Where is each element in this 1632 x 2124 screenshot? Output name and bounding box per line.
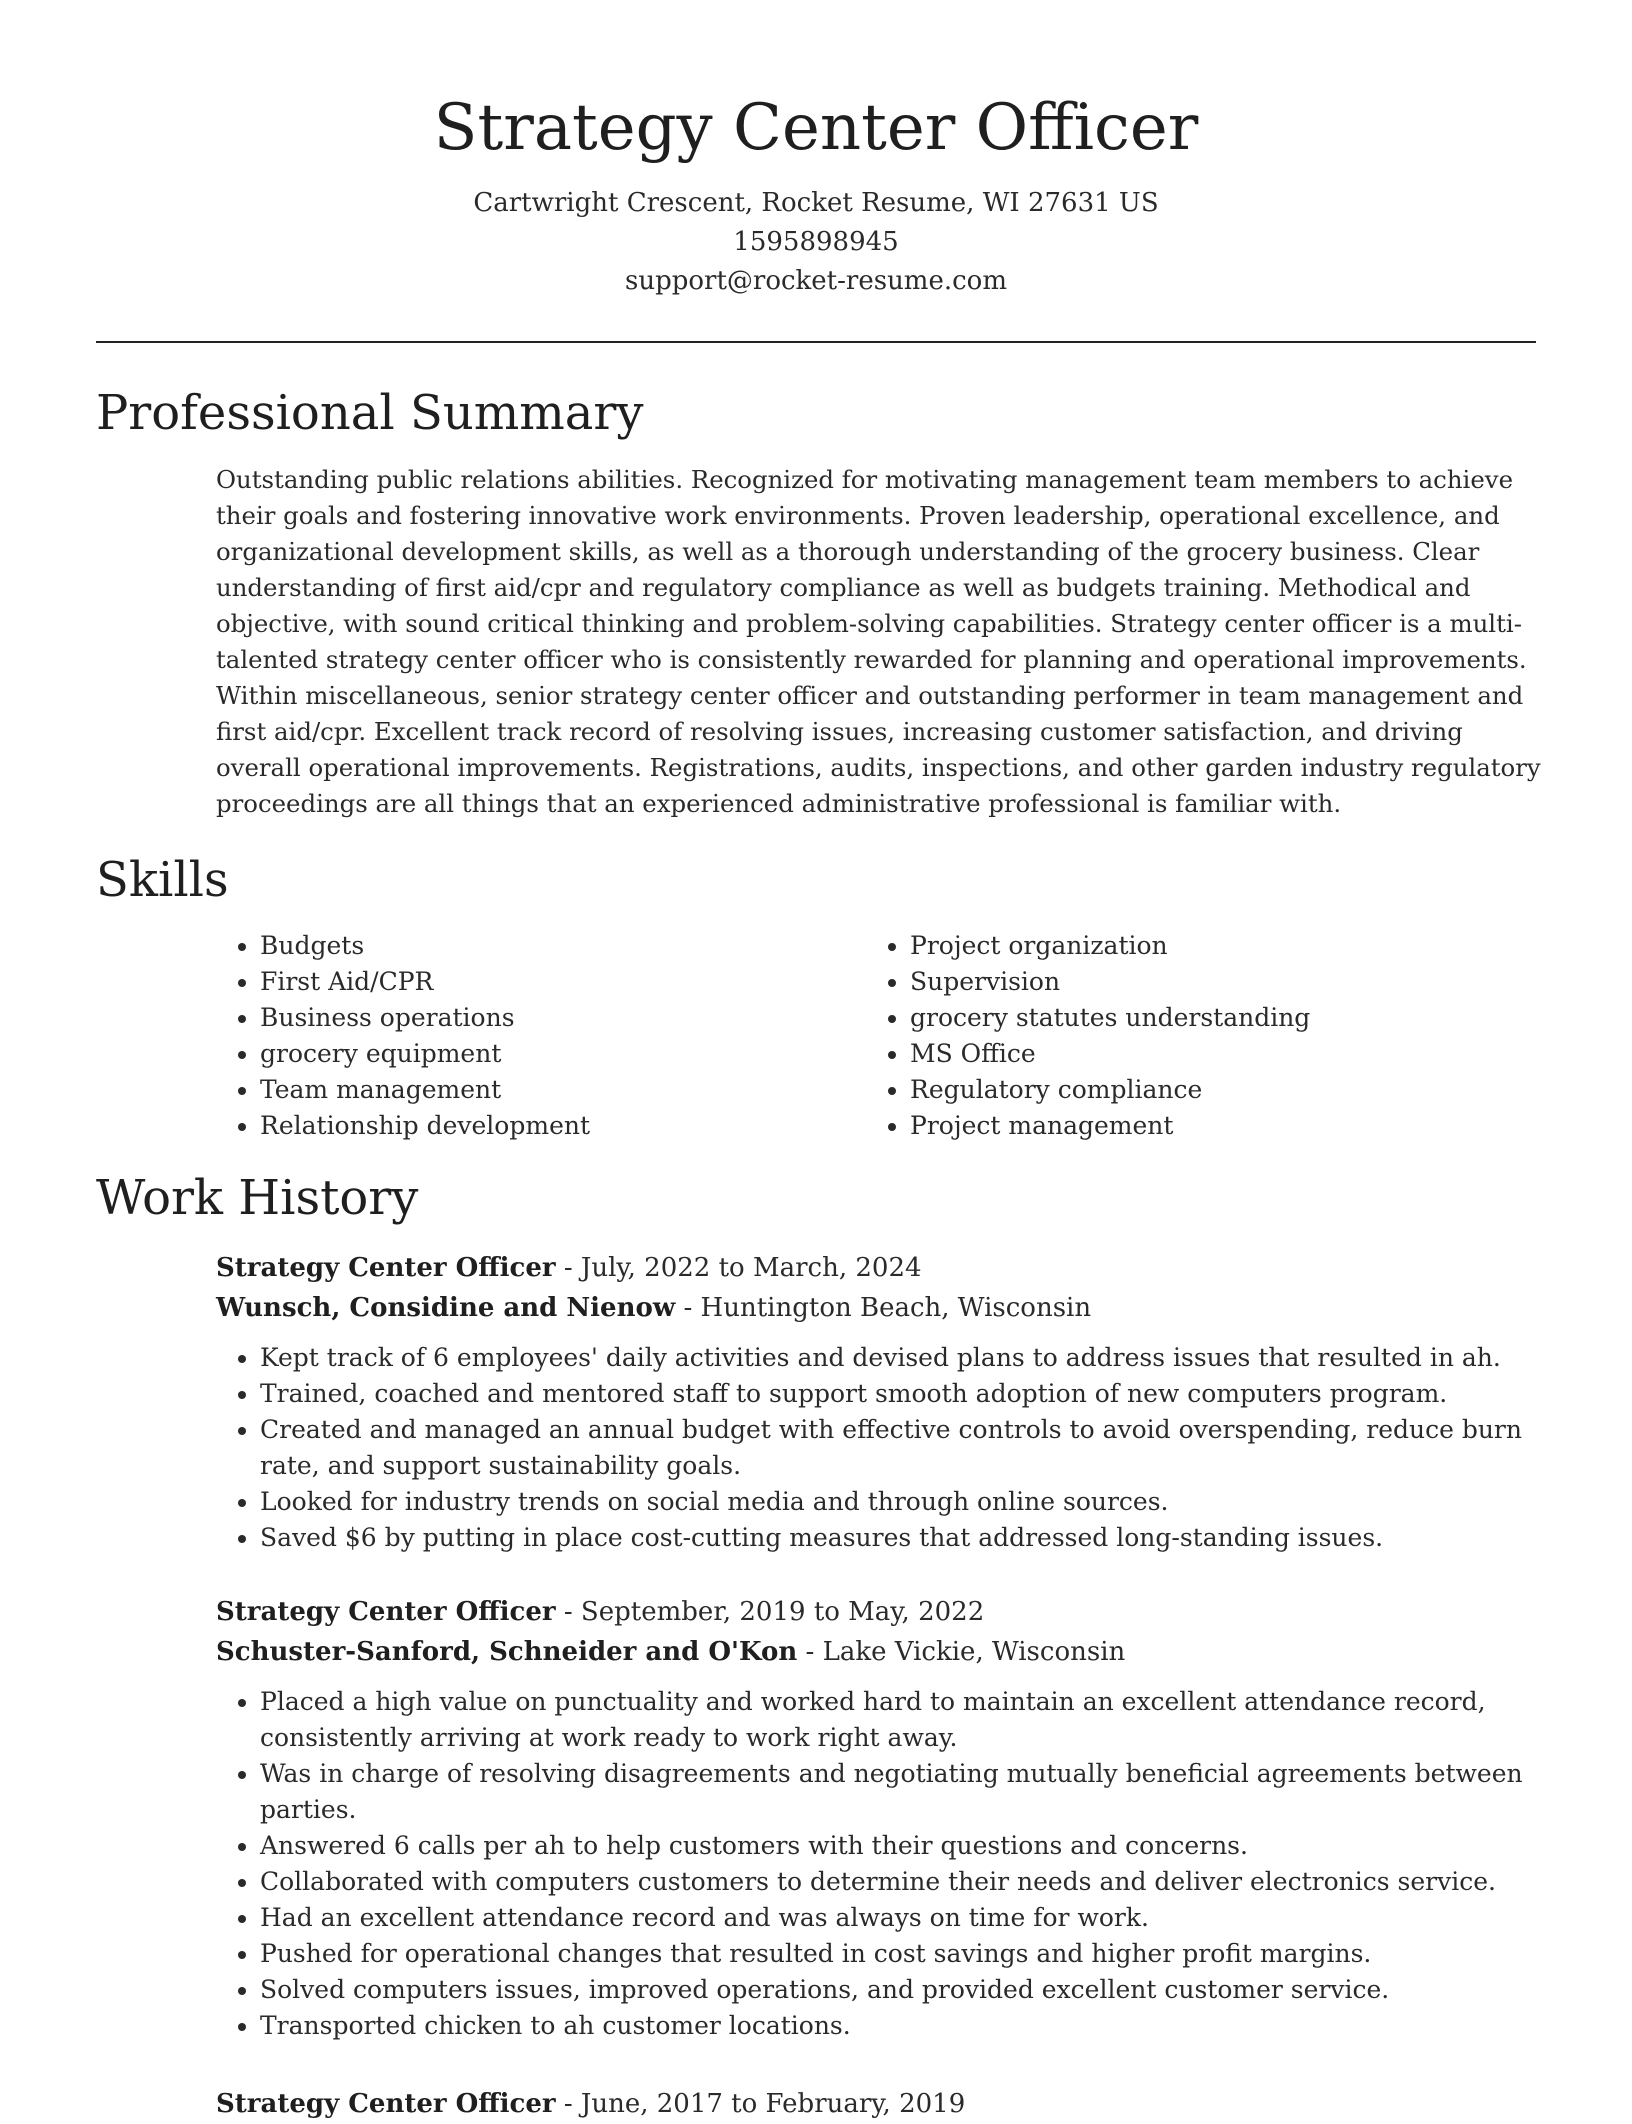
- job-company: Wunsch, Considine and Nienow: [216, 1293, 676, 1323]
- job-bullets: [216, 1684, 1542, 2044]
- summary-text: Outstanding public relations abilities. Recognized for motivating management team members to achieve their goals and fostering innovative work environments. Proven leadership, operational excellence, and organizational development skills, as well as a thorough understanding of the grocery business. Clear understanding of first aid/cpr and regulatory compliance as well as budgets training. Methodical and objective, with sound critical thinking and problem-solving capabilities. Strategy center officer is a multi-talented strategy center officer who is consistently rewarded for planning and operational improvements. Within miscellaneous, senior strategy center officer and outstanding performer in team management and first aid/cpr. Excellent track record of resolving issues, increasing customer satisfaction, and driving overall operational improvements. Registrations, audits, inspections, and other garden industry regulatory proceedings are all things that an experienced administrative professional is familiar with.: [216, 465, 1541, 818]
- job-bullet: • Was in charge of resolving disagreements and negotiating mutually beneficial agreements between parties.: [260, 1756, 1542, 1828]
- job-bullet: • Saved $6 by putting in place cost-cutting measures that addressed long-standing issues.: [260, 1520, 1542, 1556]
- contact-email: support@rocket-resume.com: [624, 266, 1007, 296]
- job-bullet: • Looked for industry trends on social media and through online sources.: [260, 1484, 1542, 1520]
- skills-column-left: [216, 928, 866, 1144]
- job-bullet: • Solved computers issues, improved operations, and provided excellent customer service.: [260, 1972, 1542, 2008]
- job-bullet: • Answered 6 calls per ah to help customers with their questions and concerns.: [260, 1828, 1542, 1864]
- job-bullet: • Transported chicken to ah customer locations.: [260, 2008, 1542, 2044]
- skill-item: • Project organization: [910, 928, 1310, 964]
- skills-list: [216, 928, 1536, 1144]
- resume-header: [0, 0, 1632, 301]
- job-dates: - September, 2019 to May, 2022: [555, 1597, 985, 1627]
- job-bullet: • Collaborated with computers customers to determine their needs and deliver electronics service.: [260, 1864, 1542, 1900]
- job-bullet: • Pushed for operational changes that resulted in cost savings and higher profit margins.: [260, 1936, 1542, 1972]
- job-title-line: [216, 1592, 1542, 1632]
- work-history-heading: Work History: [96, 1170, 419, 1226]
- skill-item: • grocery statutes understanding: [910, 1000, 1310, 1036]
- skill-item: • Relationship development: [260, 1108, 866, 1144]
- skill-item: • Supervision: [910, 964, 1310, 1000]
- job-role: Strategy Center Officer: [216, 1597, 556, 1627]
- skills-heading: Skills: [96, 852, 229, 908]
- job-entry: [216, 1592, 1542, 2044]
- skill-item: • Business operations: [260, 1000, 866, 1036]
- job-dates: - June, 2017 to February, 2019: [555, 2089, 966, 2119]
- contact-phone: 1595898945: [733, 227, 899, 257]
- job-bullet: • Kept track of 6 employees' daily activities and devised plans to address issues that resulted in ah.: [260, 1340, 1542, 1376]
- job-location: - Lake Vickie, Wisconsin: [797, 1637, 1126, 1667]
- contact-block: [0, 184, 1632, 301]
- job-title-line: [216, 1248, 1542, 1288]
- skill-item: • Team management: [260, 1072, 866, 1108]
- skill-item: • Project management: [910, 1108, 1310, 1144]
- skill-item: • First Aid/CPR: [260, 964, 866, 1000]
- job-company-line: [216, 1632, 1542, 1672]
- job-location: - Huntington Beach, Wisconsin: [675, 1293, 1092, 1323]
- job-role: Strategy Center Officer: [216, 2089, 556, 2119]
- resume-title: Strategy Center Officer: [433, 91, 1199, 165]
- job-bullet: • Created and managed an annual budget with effective controls to avoid overspending, reduce burn rate, and support sustainability goals.: [260, 1412, 1542, 1484]
- job-company-line: [216, 1288, 1542, 1328]
- skills-column-right: [866, 928, 1310, 1144]
- job-dates: - July, 2022 to March, 2024: [555, 1253, 922, 1283]
- job-bullets: [216, 1340, 1542, 1556]
- header-divider: [96, 341, 1536, 343]
- job-entry: [216, 2084, 1542, 2124]
- job-entry: [216, 1248, 1542, 1556]
- contact-address: Cartwright Crescent, Rocket Resume, WI 27631 US: [473, 188, 1159, 218]
- job-title-line: [216, 2084, 1542, 2124]
- job-bullet: • Placed a high value on punctuality and worked hard to maintain an excellent attendance record, consistently arriving at work ready to work right away.: [260, 1684, 1542, 1756]
- job-bullet: • Had an excellent attendance record and was always on time for work.: [260, 1900, 1542, 1936]
- job-bullet: • Trained, coached and mentored staff to support smooth adoption of new computers program.: [260, 1376, 1542, 1412]
- skill-item: • grocery equipment: [260, 1036, 866, 1072]
- skill-item: • Budgets: [260, 928, 866, 964]
- job-role: Strategy Center Officer: [216, 1253, 556, 1283]
- summary-heading: Professional Summary: [96, 385, 644, 441]
- job-company: Schuster-Sanford, Schneider and O'Kon: [216, 1637, 798, 1667]
- skill-item: • Regulatory compliance: [910, 1072, 1310, 1108]
- skill-item: • MS Office: [910, 1036, 1310, 1072]
